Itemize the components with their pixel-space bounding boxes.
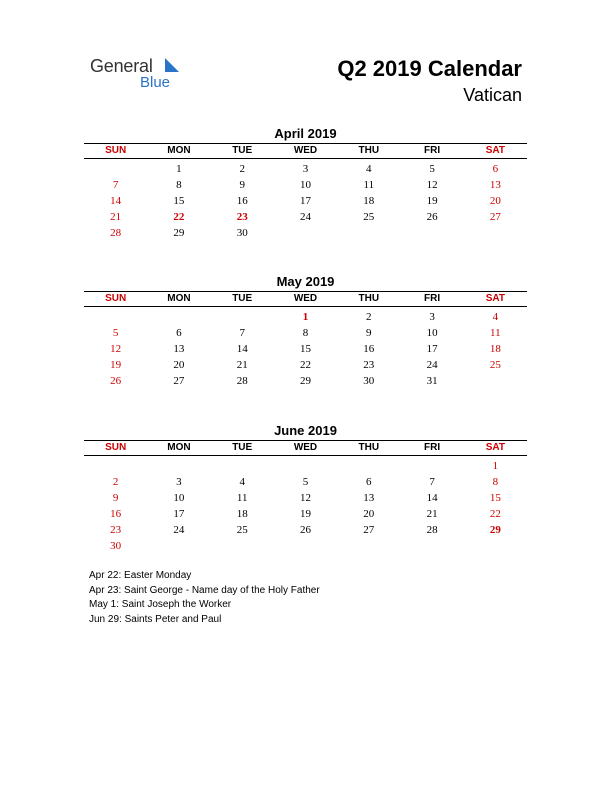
day-cell: 28 — [236, 375, 248, 387]
empty-day-cell — [211, 309, 274, 325]
logo-blue-text: Blue — [140, 74, 171, 91]
day-cell: 12 — [110, 343, 122, 355]
day-cell: 26 — [110, 375, 122, 387]
empty-day-cell — [84, 458, 147, 474]
weekday-sat: SAT — [485, 293, 505, 304]
day-cell: 20 — [489, 195, 501, 207]
empty-day-cell — [211, 538, 274, 554]
weekday-wed: WED — [293, 442, 318, 453]
empty-day-cell — [274, 538, 337, 554]
day-cell: 8 — [302, 327, 309, 339]
weekday-mon: MON — [167, 293, 191, 304]
empty-day-cell — [337, 458, 400, 474]
empty-day-cell — [337, 538, 400, 554]
day-cell: 2 — [239, 163, 245, 175]
day-grid — [84, 456, 527, 554]
day-cell: 30 — [110, 540, 122, 552]
day-cell: 10 — [173, 492, 185, 504]
day-cell: 11 — [490, 327, 501, 339]
day-cell: 24 — [173, 524, 185, 536]
month-april — [84, 125, 527, 241]
weekday-mon: MON — [167, 442, 191, 453]
logo-general-text: General — [90, 56, 153, 76]
weekday-fri: FRI — [424, 293, 441, 304]
day-cell: 8 — [176, 179, 182, 191]
day-cell: 4 — [239, 476, 245, 488]
day-cell: 17 — [299, 195, 311, 207]
day-cell: 31 — [426, 375, 438, 387]
day-cell: 18 — [363, 195, 375, 207]
day-cell: 6 — [492, 163, 499, 175]
day-cell: 18 — [489, 343, 501, 355]
day-cell: 23 — [236, 211, 248, 223]
day-cell: 1 — [176, 163, 182, 175]
day-cell: 12 — [426, 179, 438, 191]
day-cell: 25 — [489, 359, 501, 371]
day-cell: 13 — [363, 492, 375, 504]
empty-day-cell — [464, 373, 527, 389]
day-cell: 19 — [110, 359, 122, 371]
day-grid — [84, 159, 527, 241]
day-cell: 4 — [366, 163, 372, 175]
day-cell: 10 — [299, 179, 311, 191]
day-cell: 5 — [429, 163, 435, 175]
holiday-note: Jun 29: Saints Peter and Paul — [89, 613, 222, 625]
month-may — [84, 273, 527, 389]
day-cell: 25 — [363, 211, 375, 223]
day-cell: 25 — [236, 524, 248, 536]
day-cell: 19 — [426, 195, 438, 207]
weekday-sat: SAT — [485, 145, 505, 156]
day-cell: 3 — [176, 476, 182, 488]
country-name: Vatican — [463, 85, 522, 105]
weekday-tue: TUE — [232, 293, 253, 304]
day-cell: 2 — [112, 476, 119, 488]
day-cell: 27 — [173, 375, 185, 387]
day-cell: 14 — [236, 343, 248, 355]
day-cell: 20 — [173, 359, 185, 371]
day-cell: 9 — [112, 492, 119, 504]
holiday-note: May 1: Saint Joseph the Worker — [89, 599, 232, 610]
holiday-note: Apr 23: Saint George - Name day of the Holy Father — [89, 584, 320, 596]
month-title: June 2019 — [274, 423, 337, 438]
day-cell: 24 — [426, 359, 438, 371]
day-cell: 27 — [363, 524, 375, 536]
holiday-note: Apr 22: Easter Monday — [89, 570, 192, 581]
day-cell: 28 — [426, 524, 438, 536]
empty-day-cell — [147, 538, 210, 554]
weekday-sun: SUN — [105, 145, 127, 156]
day-cell: 17 — [173, 508, 185, 520]
weekday-tue: TUE — [232, 145, 253, 156]
day-cell: 22 — [173, 211, 185, 223]
day-cell: 15 — [489, 492, 501, 504]
day-cell: 15 — [299, 343, 311, 355]
weekday-fri: FRI — [424, 145, 441, 156]
empty-day-cell — [464, 538, 527, 554]
day-cell: 14 — [426, 492, 438, 504]
day-cell: 16 — [110, 508, 122, 520]
day-cell: 21 — [110, 211, 122, 223]
day-grid — [84, 307, 527, 389]
empty-day-cell — [147, 309, 210, 325]
day-cell: 28 — [110, 227, 122, 239]
day-cell: 18 — [236, 508, 248, 520]
day-cell: 2 — [366, 311, 372, 323]
day-cell: 21 — [236, 359, 248, 371]
day-cell: 8 — [492, 476, 499, 488]
day-cell: 9 — [366, 327, 372, 339]
day-cell: 5 — [302, 476, 309, 488]
empty-day-cell — [211, 458, 274, 474]
logo-triangle-icon — [165, 58, 179, 72]
holiday-list — [89, 569, 320, 627]
weekday-header — [84, 440, 527, 456]
day-cell: 20 — [363, 508, 375, 520]
empty-day-cell — [147, 458, 210, 474]
day-cell: 11 — [363, 179, 375, 191]
day-cell: 13 — [173, 343, 185, 355]
empty-day-cell — [337, 225, 400, 241]
empty-day-cell — [400, 458, 463, 474]
day-cell: 6 — [176, 327, 182, 339]
empty-day-cell — [84, 161, 147, 177]
weekday-header — [84, 291, 527, 307]
day-cell: 7 — [239, 327, 245, 339]
weekday-mon: MON — [167, 145, 191, 156]
day-cell: 21 — [426, 508, 438, 520]
day-cell: 5 — [112, 327, 119, 339]
weekday-tue: TUE — [232, 442, 253, 453]
empty-day-cell — [400, 225, 463, 241]
day-cell: 15 — [173, 195, 185, 207]
day-cell: 19 — [299, 508, 311, 520]
weekday-header — [84, 143, 527, 159]
empty-day-cell — [400, 538, 463, 554]
weekday-wed: WED — [293, 293, 318, 304]
day-cell: 11 — [236, 492, 248, 504]
day-cell: 3 — [429, 311, 435, 323]
day-cell: 9 — [239, 179, 245, 191]
day-cell: 30 — [236, 227, 248, 239]
month-june — [84, 422, 527, 554]
day-cell: 22 — [489, 508, 501, 520]
day-cell: 10 — [426, 327, 438, 339]
weekday-thu: THU — [358, 442, 380, 453]
day-cell: 23 — [363, 359, 375, 371]
month-title: April 2019 — [274, 126, 337, 141]
day-cell: 17 — [426, 343, 438, 355]
day-cell: 29 — [173, 227, 185, 239]
day-cell: 1 — [302, 311, 309, 323]
day-cell: 3 — [302, 163, 309, 175]
empty-day-cell — [84, 309, 147, 325]
logo — [90, 56, 190, 92]
day-cell: 26 — [426, 211, 438, 223]
day-cell: 16 — [236, 195, 248, 207]
weekday-wed: WED — [293, 145, 318, 156]
weekday-fri: FRI — [424, 442, 441, 453]
day-cell: 24 — [299, 211, 311, 223]
weekday-sun: SUN — [105, 442, 127, 453]
day-cell: 13 — [489, 179, 501, 191]
day-cell: 30 — [363, 375, 375, 387]
day-cell: 29 — [489, 524, 501, 536]
empty-day-cell — [274, 458, 337, 474]
weekday-thu: THU — [358, 145, 380, 156]
day-cell: 6 — [366, 476, 372, 488]
day-cell: 29 — [299, 375, 311, 387]
day-cell: 14 — [110, 195, 122, 207]
day-cell: 27 — [489, 211, 501, 223]
day-cell: 22 — [299, 359, 311, 371]
day-cell: 4 — [492, 311, 499, 323]
empty-day-cell — [464, 225, 527, 241]
day-cell: 12 — [299, 492, 311, 504]
day-cell: 7 — [429, 476, 435, 488]
day-cell: 7 — [112, 179, 119, 191]
day-cell: 23 — [110, 524, 122, 536]
day-cell: 26 — [299, 524, 311, 536]
weekday-sun: SUN — [105, 293, 127, 304]
empty-day-cell — [274, 225, 337, 241]
day-cell: 1 — [492, 460, 499, 472]
weekday-thu: THU — [358, 293, 380, 304]
month-title: May 2019 — [276, 274, 335, 289]
page-title: Q2 2019 Calendar — [337, 56, 522, 81]
weekday-sat: SAT — [485, 442, 505, 453]
day-cell: 16 — [363, 343, 375, 355]
